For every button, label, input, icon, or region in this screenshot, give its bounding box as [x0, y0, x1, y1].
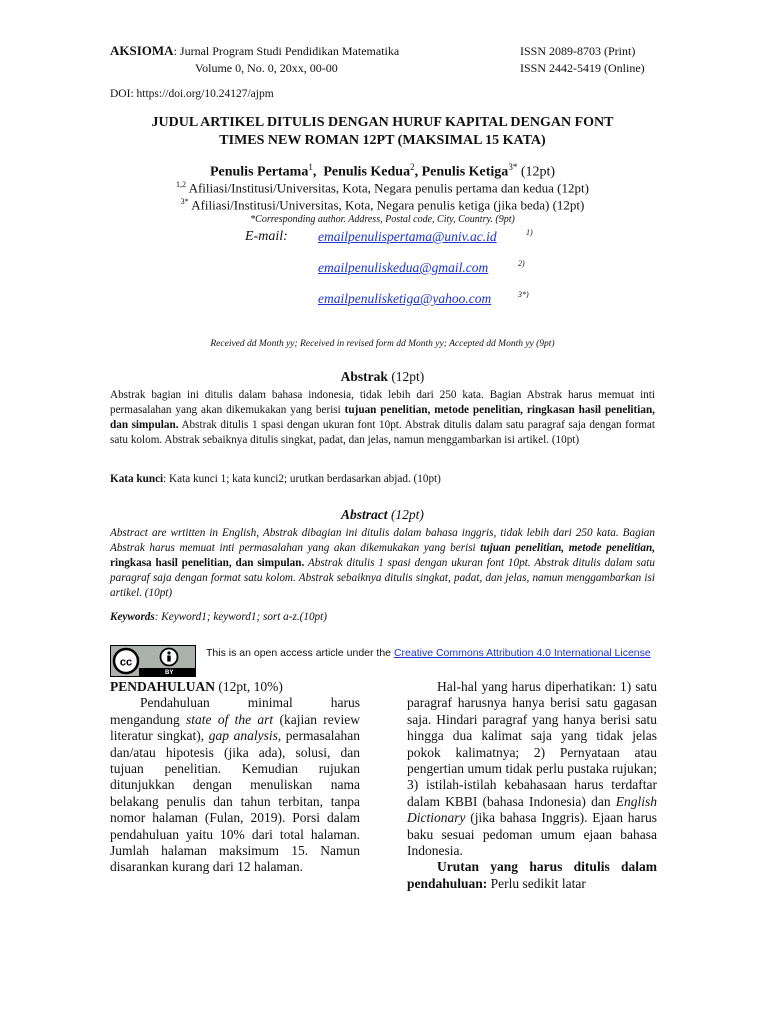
journal-description: : Jurnal Program Studi Pendidikan Matematika [173, 44, 400, 58]
article-title [110, 114, 655, 150]
author-1-sup: 1 [308, 162, 313, 172]
pendahuluan-heading-text: PENDAHULUAN [110, 679, 216, 694]
abstract-body [110, 526, 655, 601]
right-paragraph-1 [407, 679, 657, 859]
license-link[interactable]: Creative Commons Attribution 4.0 International License [393, 647, 651, 659]
abstrak-body [110, 388, 655, 448]
title-line-1: JUDUL ARTIKEL DITULIS DENGAN HURUF KAPITAL DENGAN FONT [151, 115, 614, 130]
pendahuluan-heading [110, 679, 360, 695]
pend-italic-2: gap analysis [208, 728, 278, 744]
right-paragraph-2 [407, 859, 657, 892]
kata-kunci [110, 472, 655, 487]
affiliation-1-sup: 1,2 [176, 180, 187, 189]
abstract-heading [110, 507, 655, 523]
keywords-text: : Keyword1; keyword1; sort a-z.(10pt) [154, 611, 327, 623]
email-link-1[interactable]: emailpenulispertama@univ.ac.id [318, 229, 497, 244]
author-3-sup: 3* [508, 162, 518, 172]
license-text [206, 647, 651, 659]
kata-kunci-text: : Kata kunci 1; kata kunci2; urutkan berdasarkan abjad. (10pt) [163, 473, 441, 485]
abstrak-heading-text: Abstrak [340, 369, 388, 384]
license-prefix: This is an open access article under the [206, 647, 394, 659]
pend-italic-1: state of the art [186, 711, 274, 727]
volume-info: Volume 0, No. 0, 20xx, 00-00 [195, 61, 338, 75]
right-text-b: (jika bahasa Inggris). Ejaan harus baku sesuai pedoman umum ejaan bahasa Indonesia. [407, 810, 657, 859]
kata-kunci-label: Kata kunci [110, 473, 164, 485]
issn-online: ISSN 2442-5419 (Online) [520, 61, 645, 75]
right-italic: English Dictionary [407, 793, 657, 826]
author-line: Penulis Pertama$^1$, Penulis Kedua$^2$, Penulis Ketiga$^{3*}$ (12pt) [209, 162, 556, 180]
affiliation-2-sup: 3* [180, 197, 189, 206]
author-size-note: (12pt) [517, 164, 556, 180]
email-sup-1: 1) [526, 228, 533, 237]
title-line-2: TIMES NEW ROMAN 12PT (MAKSIMAL 15 KATA) [219, 133, 546, 148]
pendahuluan-heading-note: (12pt, 10%) [215, 679, 283, 694]
abstract-bold-2: ringkasa hasil penelitian, dan simpulan. [110, 557, 305, 569]
author-3: Penulis Ketiga [421, 164, 509, 180]
abstract-heading-text: Abstract [341, 507, 388, 522]
abstrak-text-1: Abstrak bagian ini ditulis dalam bahasa indonesia, tidak lebih dari 250 kata. Bagian Abstrak harus memuat inti permasalahan yang akan dikemukakan yang berisi [110, 389, 655, 416]
author-2-sup: 2 [410, 162, 415, 172]
email-sup-2: 2) [518, 259, 525, 268]
pendahuluan-paragraph [110, 695, 360, 875]
journal-name: AKSIOMA [110, 43, 174, 58]
right-column [407, 679, 657, 892]
pend-text-c: , permasalahan dan/atau hipotesis (jika ada), solusi, dan tujuan penelitian. Kemudian rujukan ditunjukkan dengan menuliskan nama belakang penulis dan tahun terbitan, tanpa nomor halaman (Fulan, 2019). Porsi dalam pendahuluan yaitu 10% dari total halaman. Jumlah halaman maksimum 15. Namun disarankan kurang dari 12 halaman. [110, 728, 360, 875]
issn-block [520, 43, 645, 77]
abstract-bold-1: tujuan penelitian, metode penelitian, [480, 542, 655, 554]
affiliation-1 [110, 180, 655, 196]
keywords-label: Keywords [110, 611, 155, 623]
email-label: E-mail: [245, 229, 288, 244]
pend-text-a: Pendahuluan minimal harus mengandung [110, 695, 360, 727]
pend-text-b: (kajian review literatur singkat), [110, 711, 360, 744]
author-1: Penulis Pertama [209, 164, 309, 180]
corresponding-author: *Corresponding author. Address, Postal code, City, Country. (9pt) [250, 214, 515, 225]
affiliation-1-text: Afiliasi/Institusi/Universitas, Kota, Negara penulis pertama dan kedua (12pt) [186, 180, 589, 196]
journal-header [110, 42, 399, 77]
abstract-text-2: Abstrak ditulis 1 spasi dengan ukuran font 10pt. Abstrak ditulis dalam satu paragraf saja dengan format satu kolom. Abstrak sebaiknya ditulis singkat, padat, dan jelas, namun menggambarkan isi artikel. (10pt) [110, 557, 655, 599]
right-text-c: Perlu sedikit latar [487, 875, 586, 891]
abstrak-bold-1: tujuan penelitian, metode penelitian, ringkasan hasil penelitian, dan simpulan. [110, 404, 655, 431]
keywords [110, 610, 655, 625]
abstract-text-1: Abstract are wrtitten in English, Abstrak dibagian ini ditulis dalam bahasa inggris, tidak lebih dari 250 kata. Bagian Abstrak harus memuat inti permasalahan yang akan dikemukakan yang berisi [110, 527, 655, 554]
abstrak-heading [110, 369, 655, 385]
author-2: Penulis Kedua [323, 164, 411, 180]
badge-by-label: BY [165, 670, 174, 676]
abstrak-heading-note: (12pt) [387, 369, 425, 384]
email-sup-3: 3*) [518, 290, 529, 299]
abstrak-text-2: Abstrak ditulis 1 spasi dengan ukuran font 10pt. Abstrak ditulis dalam satu paragraf saja dengan format satu kolom. Abstrak sebaiknya ditulis singkat, padat, dan jelas, namun menggambarkan isi artikel. (10pt) [110, 419, 655, 446]
right-bold: Urutan yang harus ditulis dalam pendahuluan: [407, 859, 657, 891]
affiliation-2-text: Afiliasi/Institusi/Universitas, Kota, Negara penulis ketiga (jika beda) (12pt) [188, 197, 585, 213]
doi: DOI: https://doi.org/10.24127/ajpm [110, 88, 274, 100]
right-text-a: Hal-hal yang harus diperhatikan: 1) satu paragraf harusnya hanya berisi satu gagasan saja. Hindari paragraf yang hanya berisi satu hingga dua kalimat saja yang tidak jelas pokok kalimatnya; 2) Pernyataan atau pengertian umum tidak perlu pustaka rujukan; 3) istilah-istilah kebahasaan harus terdaftar dalam KBBI (bahasa Indonesia) dan [407, 679, 657, 809]
email-link-3[interactable]: emailpenulisketiga@yahoo.com [318, 291, 492, 306]
cc-by-badge[interactable] [110, 645, 196, 677]
abstract-heading-note: (12pt) [387, 507, 424, 522]
svg-text:cc: cc [119, 656, 133, 669]
left-column [110, 679, 360, 876]
email-link-2[interactable]: emailpenuliskedua@gmail.com [318, 260, 489, 275]
affiliation-2 [110, 197, 655, 213]
received-dates: Received dd Month yy; Received in revised form dd Month yy; Accepted dd Month yy (9pt) [210, 339, 555, 349]
issn-print: ISSN 2089-8703 (Print) [520, 44, 636, 58]
